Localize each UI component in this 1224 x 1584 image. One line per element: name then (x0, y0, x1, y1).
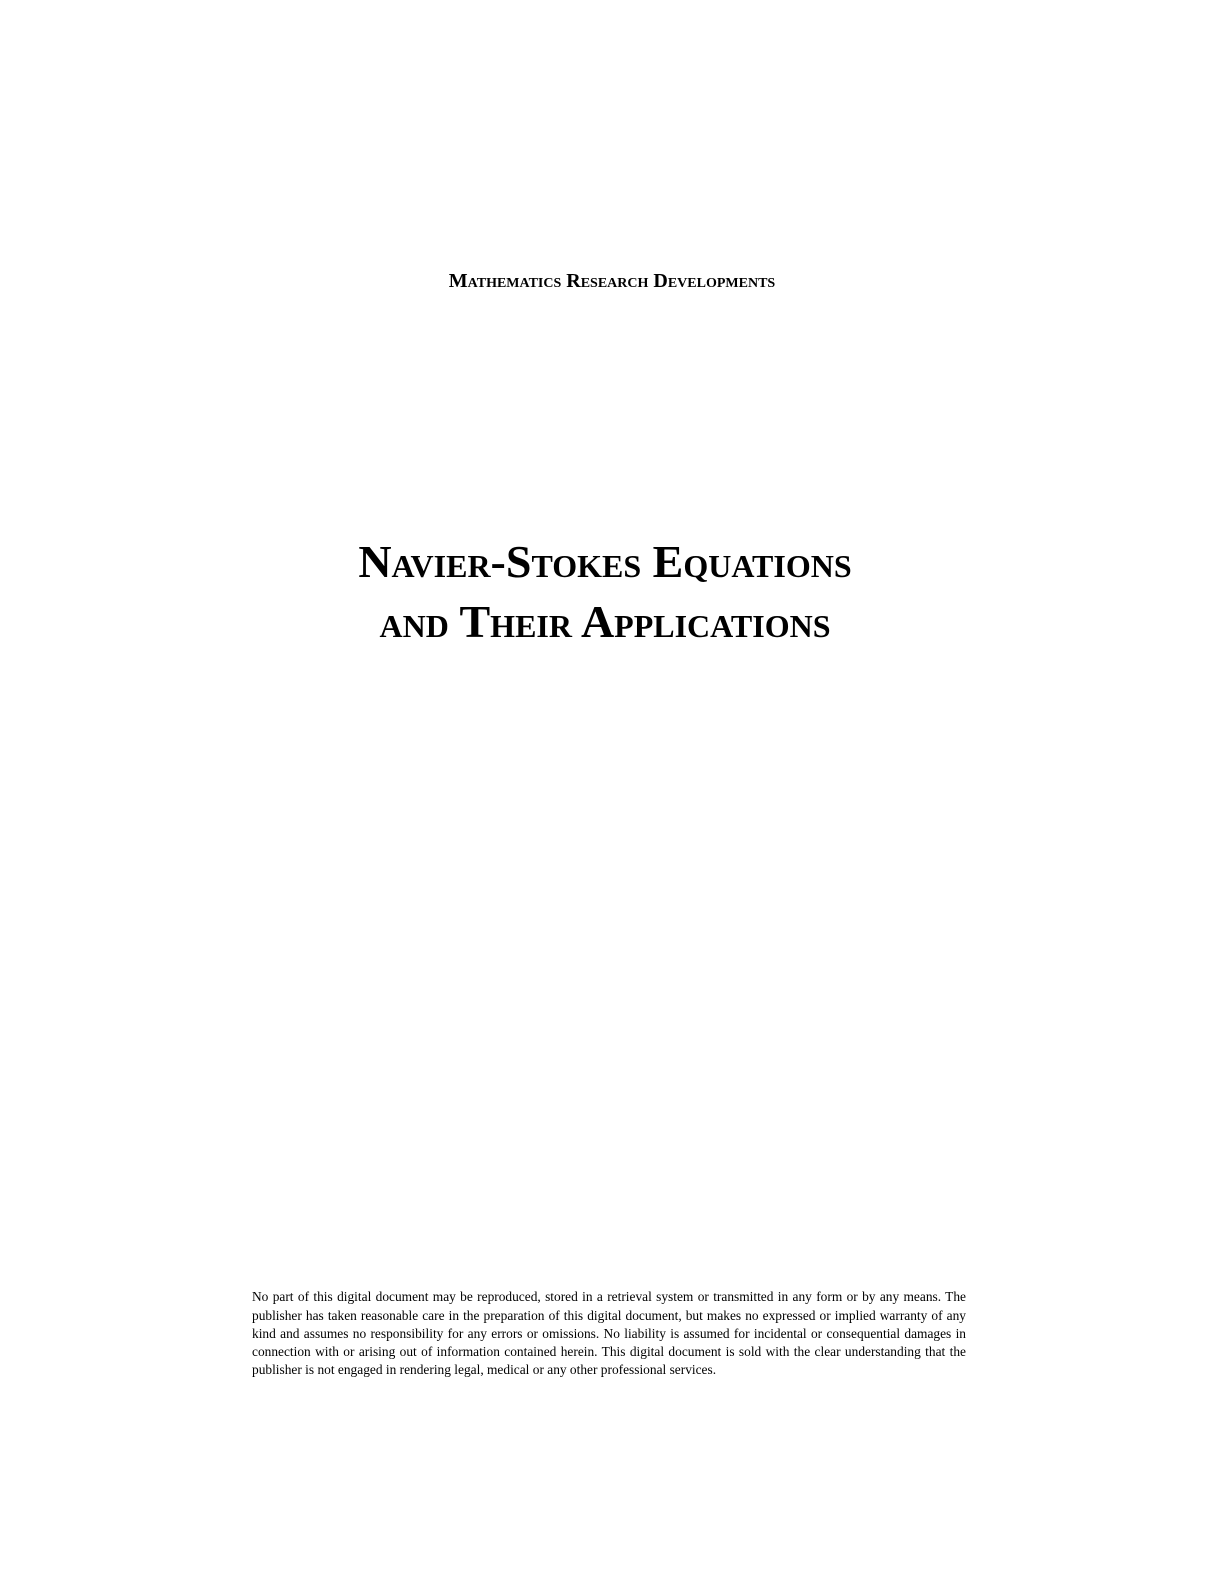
book-title-line-2: and Their Applications (379, 596, 831, 647)
book-title (0, 532, 1210, 652)
book-title-line-1: Navier-Stokes Equations (358, 536, 852, 587)
series-title: Mathematics Research Developments (448, 270, 776, 292)
copyright-disclaimer: No part of this digital document may be reproduced, stored in a retrieval system or transmitted in any form or by any means. The publisher has taken reasonable care in the preparation of this digital document, but makes no expressed or implied warranty of any kind and assumes no responsibility for any errors or omissions. No liability is assumed for incidental or consequential damages in connection with or arising out of information contained herein. This digital document is sold with the clear understanding that the publisher is not engaged in rendering legal, medical or any other professional services. (252, 1289, 966, 1378)
